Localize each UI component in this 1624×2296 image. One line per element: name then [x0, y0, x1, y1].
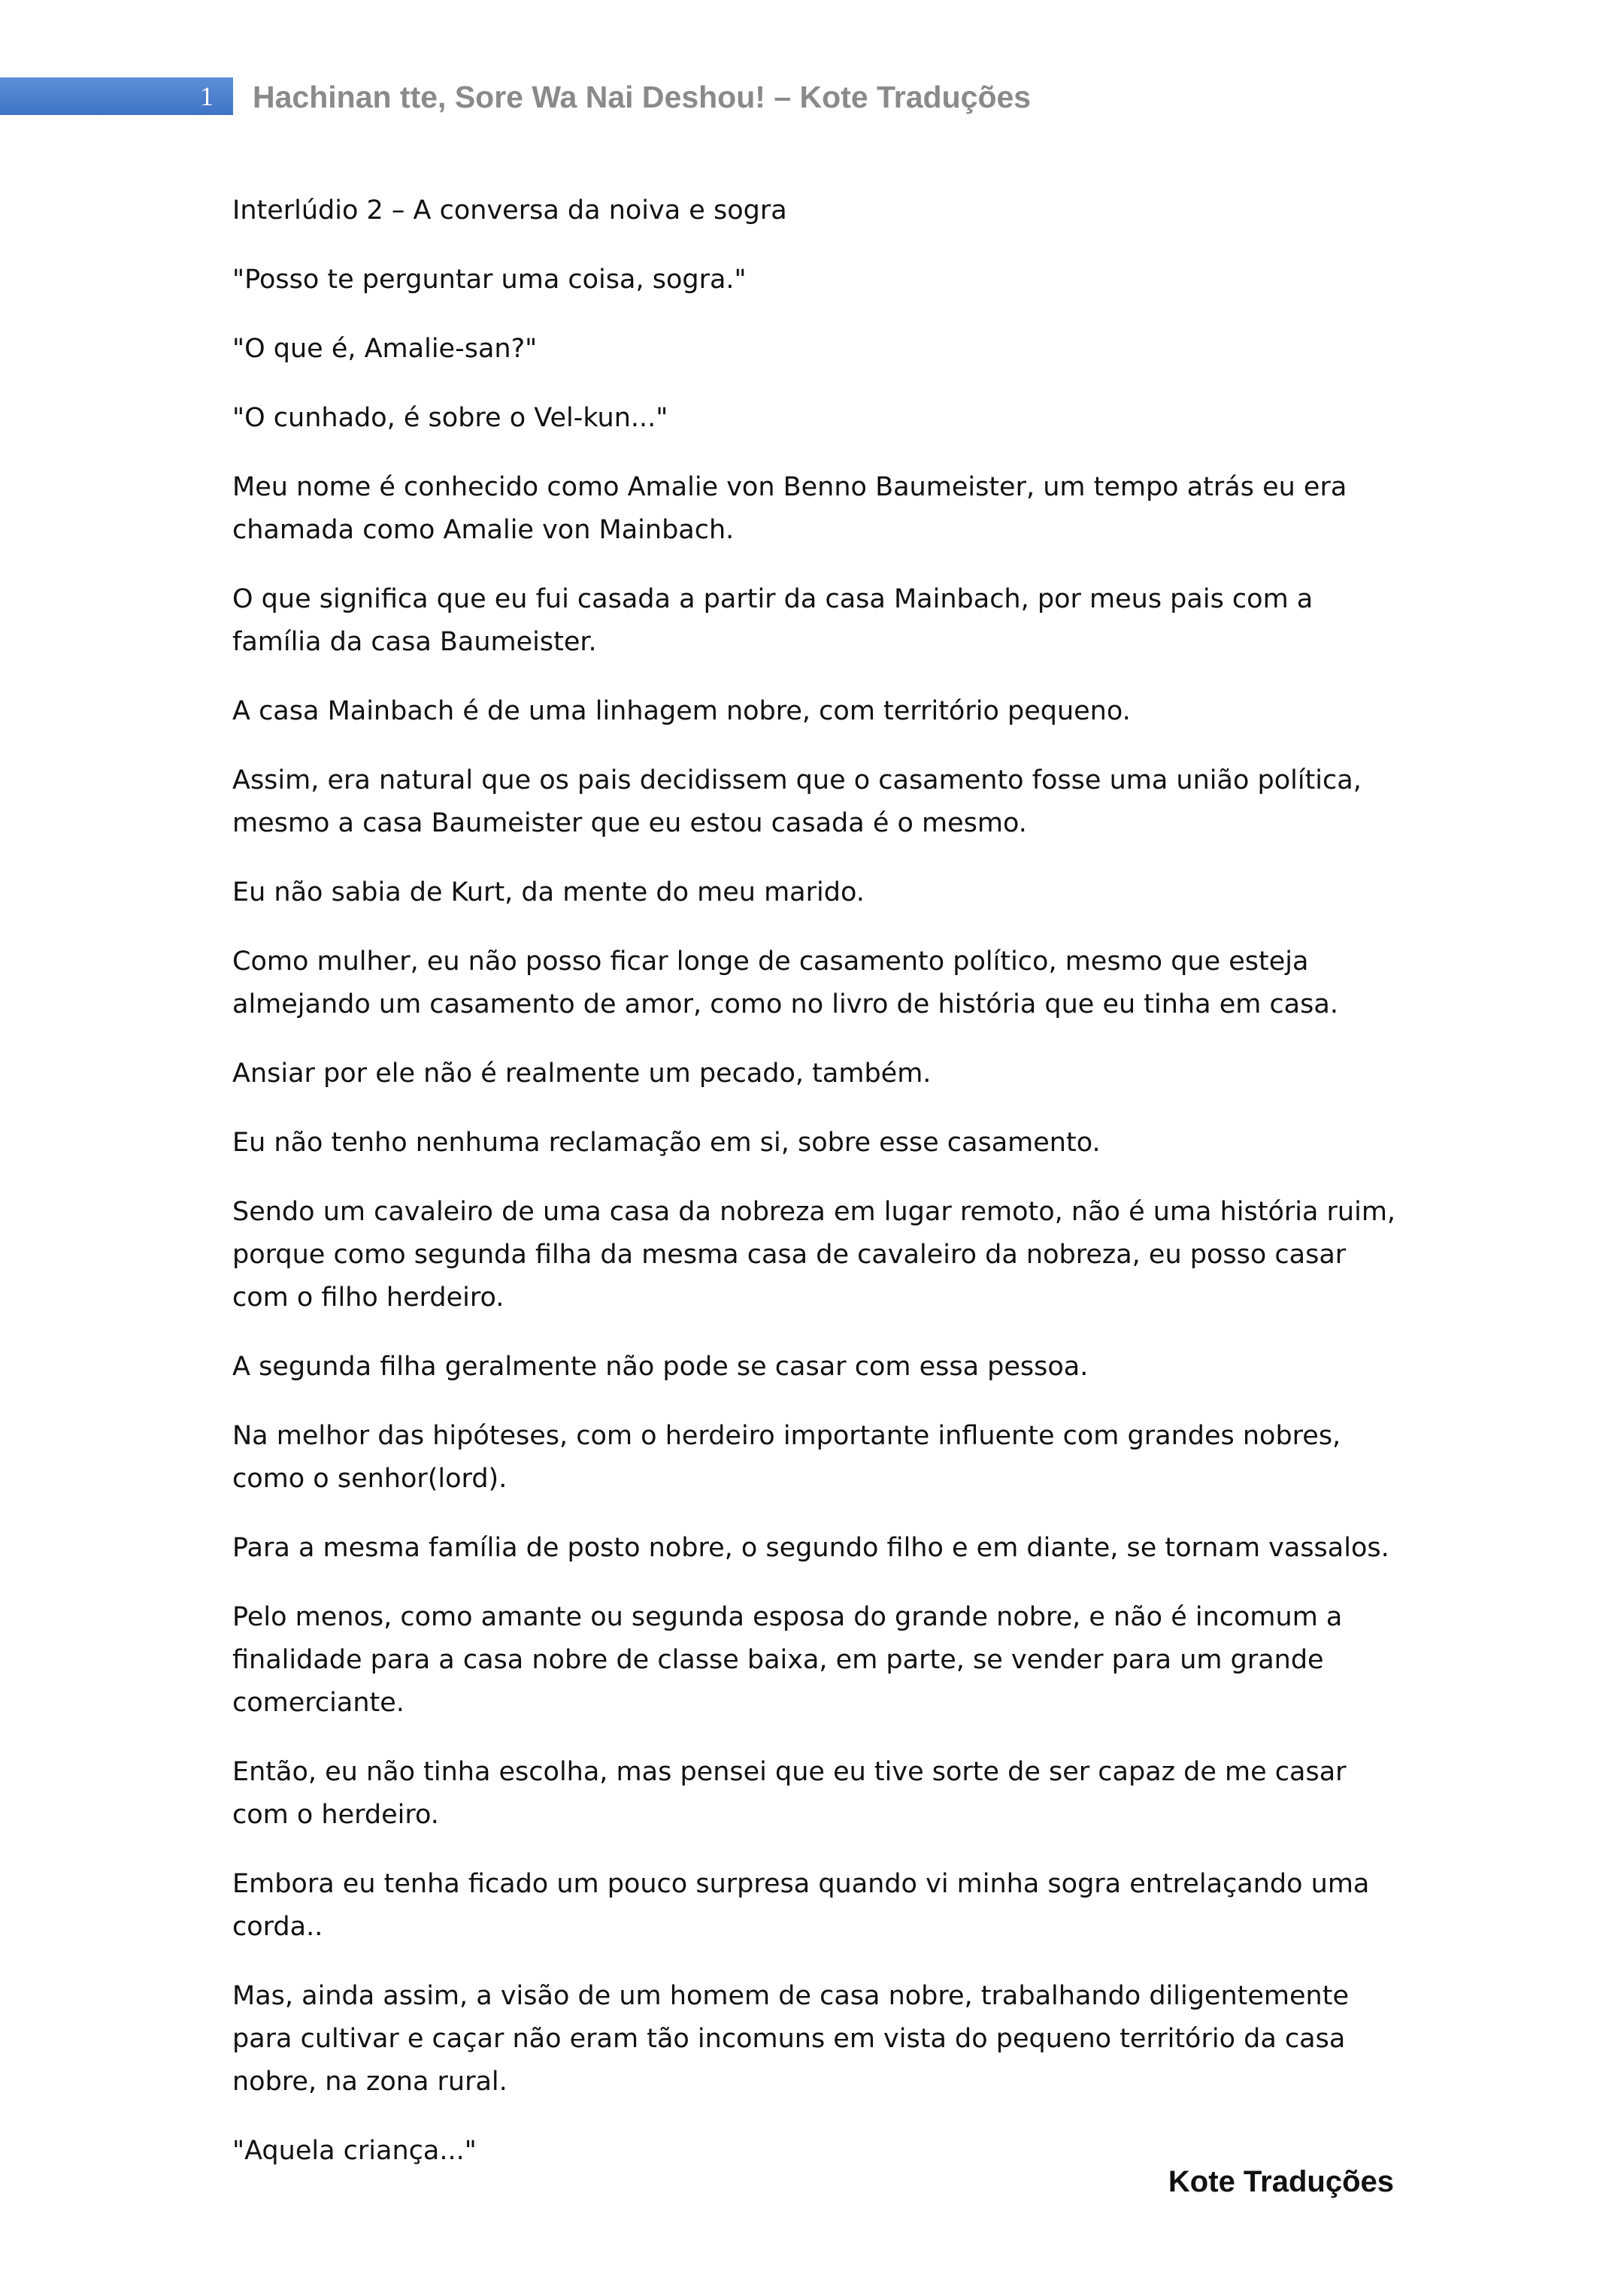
paragraph: A casa Mainbach é de uma linhagem nobre, com território pequeno.: [232, 696, 1131, 726]
paragraph: "Aquela criança...": [232, 2136, 477, 2166]
page-footer: Kote Traduções: [1168, 2165, 1394, 2198]
paragraph: "Posso te perguntar uma coisa, sogra.": [232, 265, 747, 295]
paragraph: Meu nome é conhecido como Amalie von Benno Baumeister, um tempo atrás eu era chamada como Amalie von Mainbach.: [232, 472, 1347, 545]
paragraph: Assim, era natural que os pais decidissem que o casamento fosse uma união política, mesmo a casa Baumeister que eu estou casada é o mesmo.: [232, 765, 1362, 838]
page-header-title: Hachinan tte, Sore Wa Nai Deshou! – Kote Traduções: [253, 80, 1032, 114]
paragraph: Mas, ainda assim, a visão de um homem de casa nobre, trabalhando diligentemente para cultivar e caçar não eram tão incomuns em vista do pequeno território da casa nobre, na zona rural.: [232, 1981, 1349, 2097]
document-body: [232, 189, 1405, 2199]
paragraph: A segunda filha geralmente não pode se casar com essa pessoa.: [232, 1352, 1089, 1382]
paragraph: Pelo menos, como amante ou segunda esposa do grande nobre, e não é incomum a finalidade para a casa nobre de classe baixa, em parte, se vender para um grande comerciante.: [232, 1602, 1343, 1718]
paragraph: Para a mesma família de posto nobre, o segundo filho e em diante, se tornam vassalos.: [232, 1533, 1389, 1563]
paragraph: O que significa que eu fui casada a partir da casa Mainbach, por meus pais com a família da casa Baumeister.: [232, 584, 1313, 657]
page-number: 1: [200, 81, 214, 111]
paragraph: Sendo um cavaleiro de uma casa da nobreza em lugar remoto, não é uma história ruim, porque como segunda filha da mesma casa de cavaleiro da nobreza, eu posso casar com o filho herdeiro.: [232, 1197, 1396, 1313]
paragraph: Ansiar por ele não é realmente um pecado, também.: [232, 1059, 932, 1089]
paragraph: Então, eu não tinha escolha, mas pensei que eu tive sorte de ser capaz de me casar com o herdeiro.: [232, 1757, 1347, 1830]
chapter-heading: Interlúdio 2 – A conversa da noiva e sogra: [232, 195, 787, 226]
paragraph: Como mulher, eu não posso ficar longe de casamento político, mesmo que esteja almejando um casamento de amor, como no livro de história que eu tinha em casa.: [232, 947, 1338, 1019]
paragraph: "O que é, Amalie-san?": [232, 334, 538, 364]
paragraph: "O cunhado, é sobre o Vel-kun...": [232, 403, 668, 433]
paragraph: Na melhor das hipóteses, com o herdeiro importante influente com grandes nobres, como o senhor(lord).: [232, 1421, 1341, 1494]
paragraph: Eu não sabia de Kurt, da mente do meu marido.: [232, 877, 865, 907]
paragraph: Embora eu tenha ficado um pouco surpresa quando vi minha sogra entrelaçando uma corda..: [232, 1869, 1370, 1942]
paragraph: Eu não tenho nenhuma reclamação em si, sobre esse casamento.: [232, 1128, 1101, 1158]
header-accent-bar: [0, 77, 233, 115]
